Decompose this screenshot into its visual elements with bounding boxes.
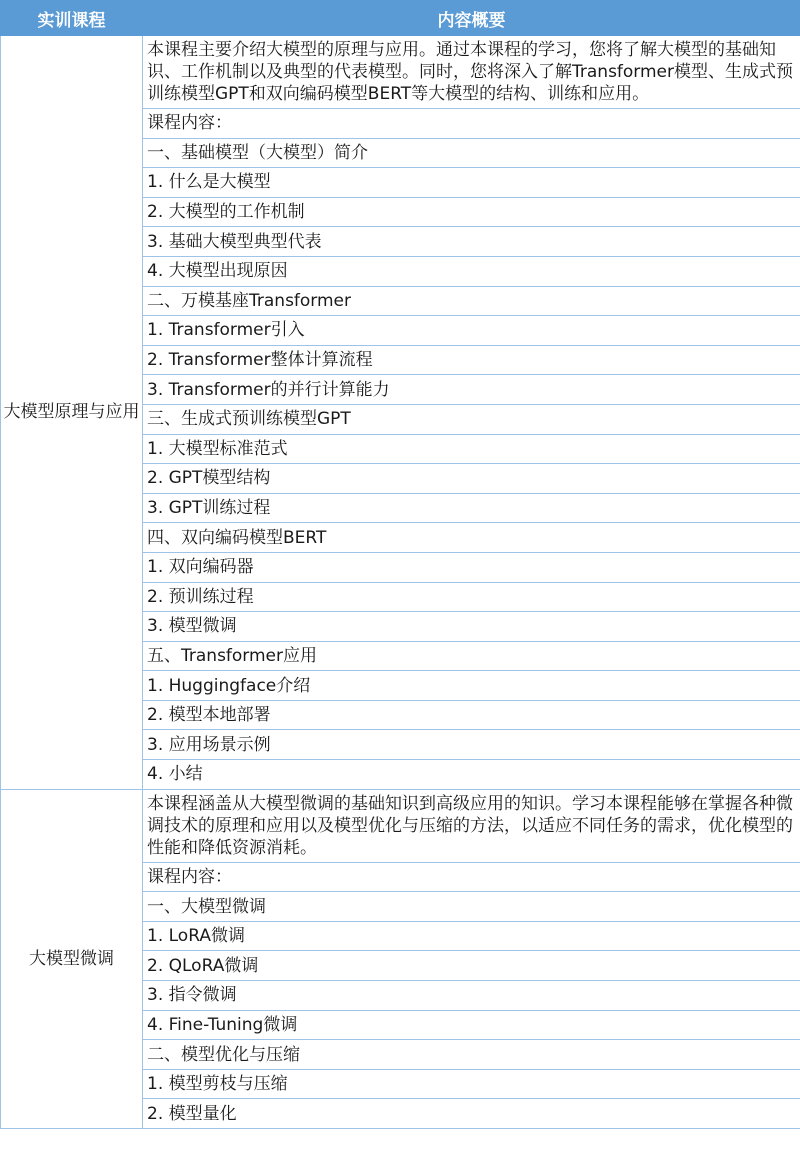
- table-row: [1, 36, 800, 109]
- course-name: 大模型微调: [1, 789, 143, 1128]
- content-item: 一、大模型微调: [143, 892, 800, 922]
- content-item: 1. 大模型标准范式: [143, 434, 800, 464]
- content-item: 2. 模型本地部署: [143, 700, 800, 730]
- content-item: 4. 大模型出现原因: [143, 256, 800, 286]
- content-item: 一、基础模型（大模型）简介: [143, 138, 800, 168]
- header-row: [1, 1, 800, 36]
- content-item: 2. 预训练过程: [143, 582, 800, 612]
- content-item: 3. 基础大模型典型代表: [143, 227, 800, 257]
- content-item: 3. Transformer的并行计算能力: [143, 375, 800, 405]
- content-item: 3. GPT训练过程: [143, 493, 800, 523]
- content-item: 2. 大模型的工作机制: [143, 197, 800, 227]
- content-item: 2. 模型量化: [143, 1099, 800, 1129]
- content-item: 1. Huggingface介绍: [143, 671, 800, 701]
- content-item: 二、模型优化与压缩: [143, 1040, 800, 1070]
- content-item: 课程内容：: [143, 862, 800, 892]
- content-item: 1. 模型剪枝与压缩: [143, 1069, 800, 1099]
- content-item: 五、Transformer应用: [143, 641, 800, 671]
- course-description: 本课程涵盖从大模型微调的基础知识到高级应用的知识。学习本课程能够在掌握各种微调技术的原理和应用以及模型优化与压缩的方法，以适应不同任务的需求，优化模型的性能和降低资源消耗。: [143, 789, 800, 862]
- content-item: 二、万模基座Transformer: [143, 286, 800, 316]
- content-item: 3. 模型微调: [143, 612, 800, 642]
- content-item: 3. 应用场景示例: [143, 730, 800, 760]
- content-item: 1. 双向编码器: [143, 552, 800, 582]
- content-item: 4. Fine-Tuning微调: [143, 1010, 800, 1040]
- content-item: 三、生成式预训练模型GPT: [143, 404, 800, 434]
- header-content: 内容概要: [143, 1, 800, 36]
- content-item: 4. 小结: [143, 760, 800, 790]
- header-course: 实训课程: [1, 1, 143, 36]
- content-item: 2. QLoRA微调: [143, 951, 800, 981]
- table-row: [1, 789, 800, 862]
- content-item: 1. LoRA微调: [143, 921, 800, 951]
- course-description: 本课程主要介绍大模型的原理与应用。通过本课程的学习，您将了解大模型的基础知识、工作机制以及典型的代表模型。同时，您将深入了解Transformer模型、生成式预训练模型GPT和双向编码模型BERT等大模型的结构、训练和应用。: [143, 36, 800, 109]
- content-item: 课程内容：: [143, 109, 800, 139]
- content-item: 1. Transformer引入: [143, 316, 800, 346]
- course-name: 大模型原理与应用: [1, 36, 143, 790]
- table-body: [1, 36, 800, 1129]
- content-item: 2. GPT模型结构: [143, 464, 800, 494]
- content-item: 四、双向编码模型BERT: [143, 523, 800, 553]
- content-item: 1. 什么是大模型: [143, 168, 800, 198]
- content-item: 3. 指令微调: [143, 981, 800, 1011]
- content-item: 2. Transformer整体计算流程: [143, 345, 800, 375]
